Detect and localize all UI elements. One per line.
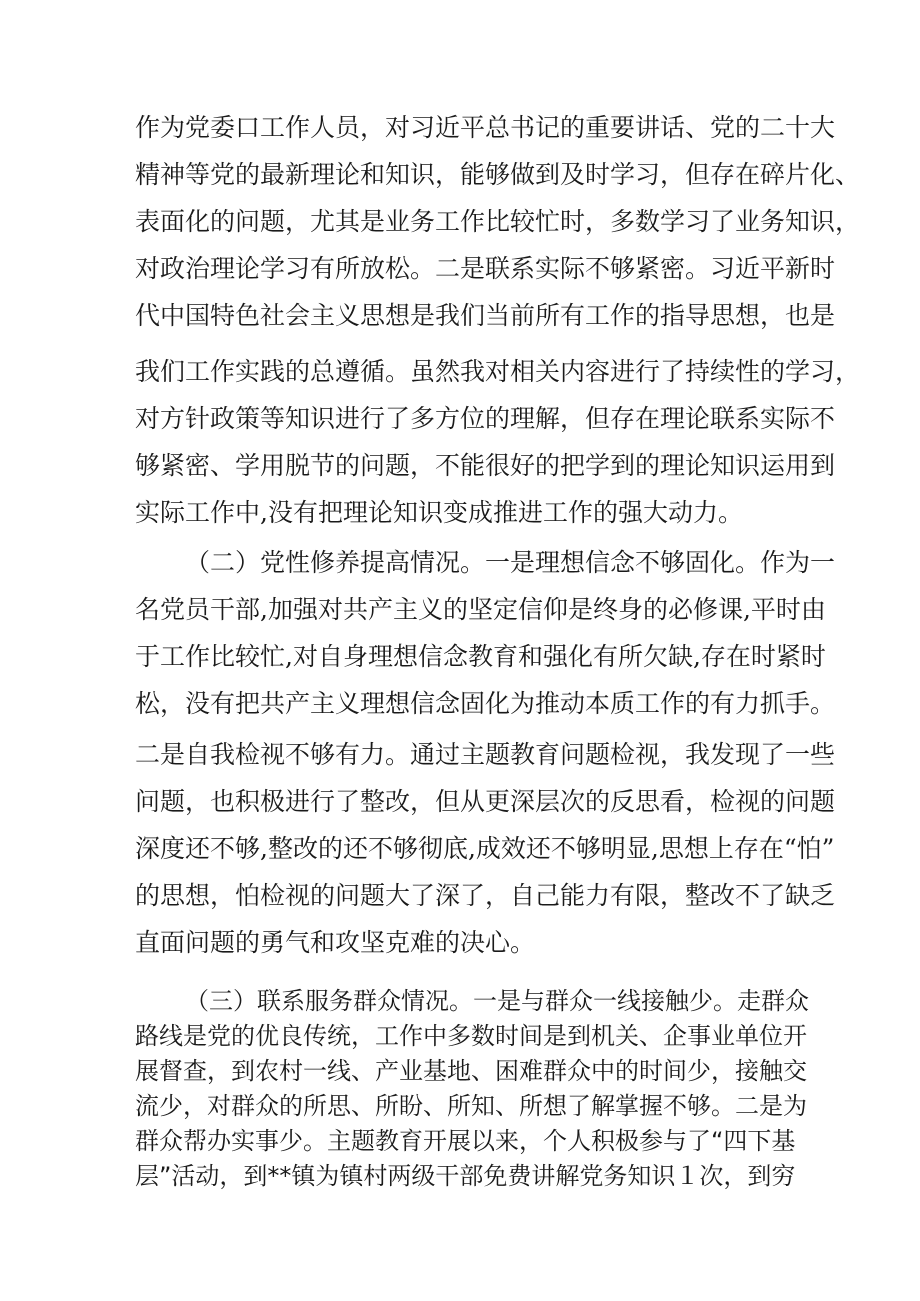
paragraph-line: 层”活动，到**镇为镇村两级干部免费讲解党务知识１次，到穷	[135, 1162, 796, 1190]
paragraph-line: 实际工作中,没有把理论知识变成推进工作的强大动力。	[135, 498, 743, 527]
paragraph-line: （二）党性修养提高情况。一是理想信念不够固化。作为一	[185, 548, 836, 577]
paragraph-line: 表面化的问题，尤其是业务工作比较忙时，多数学习了业务知识，	[135, 207, 861, 236]
paragraph-line: 路线是党的优良传统，工作中多数时间是到机关、企事业单位开	[135, 1022, 807, 1050]
paragraph-line: 代中国特色社会主义思想是我们当前所有工作的指导思想，也是	[135, 301, 836, 330]
paragraph-line: 的思想，怕检视的问题大了深了，自己能力有限，整改不了缺乏	[135, 881, 836, 910]
paragraph-line: 够紧密、学用脱节的问题，不能很好的把学到的理论知识运用到	[135, 451, 836, 480]
paragraph-line: 对方针政策等知识进行了多方位的理解，但存在理论联系实际不	[135, 404, 836, 433]
paragraph-line: 二是自我检视不够有力。通过主题教育问题检视，我发现了一些	[135, 740, 836, 769]
paragraph-line: 精神等党的最新理论和知识，能够做到及时学习，但存在碎片化、	[135, 160, 861, 189]
paragraph-line: 展督查，到农村一线、产业基地、困难群众中的时间少，接触交	[135, 1057, 807, 1085]
paragraph-line: 我们工作实践的总遵循。虽然我对相关内容进行了持续性的学习，	[135, 357, 861, 386]
paragraph-line: 松，没有把共产主义理想信念固化为推动本质工作的有力抓手。	[135, 689, 836, 718]
paragraph-line: 作为党委口工作人员，对习近平总书记的重要讲话、党的二十大	[135, 113, 836, 142]
paragraph-line: （三）联系服务群众情况。一是与群众一线接触少。走群众	[185, 987, 809, 1015]
paragraph-line: 流少，对群众的所思、所盼、所知、所想了解掌握不够。二是为	[135, 1092, 807, 1120]
paragraph-line: 深度还不够,整改的还不够彻底,成效还不够明显,思想上存在“怕”	[135, 834, 835, 863]
paragraph-line: 群众帮办实事少。主题教育开展以来，个人积极参与了“四下基	[135, 1127, 796, 1155]
paragraph-line: 名党员干部,加强对共产主义的坚定信仰是终身的必修课,平时由	[135, 595, 826, 624]
paragraph-line: 直面问题的勇气和攻坚克难的决心。	[135, 928, 536, 957]
paragraph-line: 问题，也积极进行了整改，但从更深层次的反思看，检视的问题	[135, 787, 836, 816]
paragraph-line: 于工作比较忙,对自身理想信念教育和强化有所欠缺,存在时紧时	[135, 642, 826, 671]
paragraph-line: 对政治理论学习有所放松。二是联系实际不够紧密。习近平新时	[135, 254, 836, 283]
